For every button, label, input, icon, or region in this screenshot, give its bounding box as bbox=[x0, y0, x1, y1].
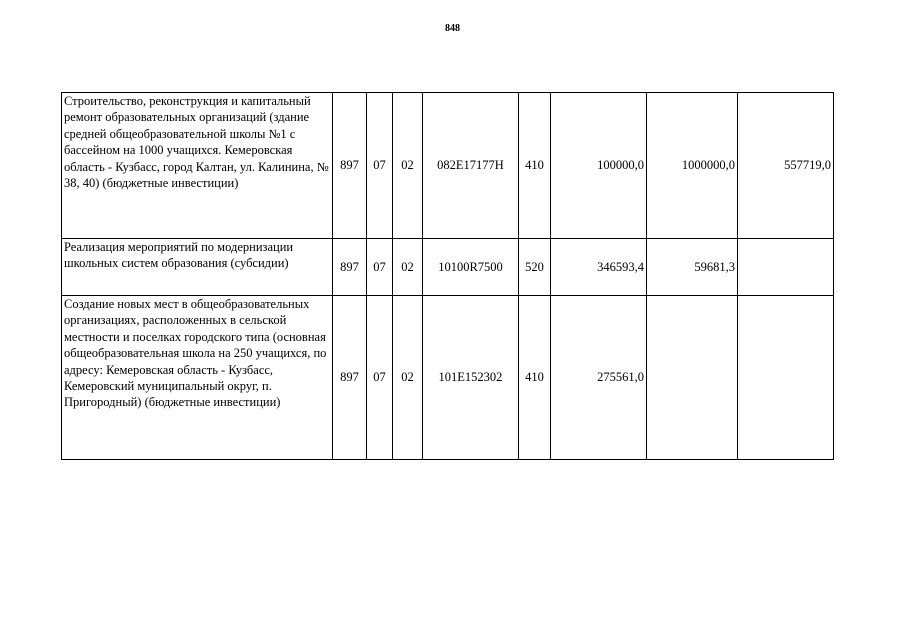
subsection-code-cell: 02 bbox=[393, 239, 423, 296]
amount-year-1-cell: 346593,4 bbox=[551, 239, 647, 296]
section-code-cell: 07 bbox=[367, 239, 393, 296]
table-row bbox=[62, 239, 834, 296]
amount-year-3-cell bbox=[738, 239, 834, 296]
target-article-cell: 101E152302 bbox=[423, 296, 519, 460]
page-number: 848 bbox=[445, 23, 460, 34]
ministry-code-cell: 897 bbox=[333, 296, 367, 460]
budget-table bbox=[61, 92, 834, 460]
target-article-cell: 10100R7500 bbox=[423, 239, 519, 296]
expense-type-cell: 410 bbox=[519, 296, 551, 460]
target-article-cell: 082E17177Н bbox=[423, 93, 519, 239]
expense-name-cell: Строительство, реконструкция и капитальный ремонт образовательных организаций (здание средней общеобразовательной школы №1 с бассейном на 1000 учащихся. Кемеровская область - Кузбасс, город Калтан, ул. Калинина, № 38, 40) (бюджетные инвестиции) bbox=[62, 93, 333, 239]
amount-year-1-cell: 100000,0 bbox=[551, 93, 647, 239]
expense-type-cell: 520 bbox=[519, 239, 551, 296]
amount-year-2-cell: 1000000,0 bbox=[647, 93, 738, 239]
expense-name-cell: Создание новых мест в общеобразовательных организациях, расположенных в сельской местности и поселках городского типа (основная общеобразовательная школа на 250 учащихся, по адресу: Кемеровская область - Кузбасс, Кемеровский муниципальный округ, п. Пригородный) (бюджетные инвестиции) bbox=[62, 296, 333, 460]
amount-year-2-cell bbox=[647, 296, 738, 460]
table-row bbox=[62, 93, 834, 239]
amount-year-3-cell bbox=[738, 296, 834, 460]
ministry-code-cell: 897 bbox=[333, 239, 367, 296]
subsection-code-cell: 02 bbox=[393, 93, 423, 239]
expense-name-cell: Реализация мероприятий по модернизации школьных систем образования (субсидии) bbox=[62, 239, 333, 296]
expense-type-cell: 410 bbox=[519, 93, 551, 239]
amount-year-1-cell: 275561,0 bbox=[551, 296, 647, 460]
subsection-code-cell: 02 bbox=[393, 296, 423, 460]
section-code-cell: 07 bbox=[367, 296, 393, 460]
amount-year-3-cell: 557719,0 bbox=[738, 93, 834, 239]
ministry-code-cell: 897 bbox=[333, 93, 367, 239]
amount-year-2-cell: 59681,3 bbox=[647, 239, 738, 296]
table-row bbox=[62, 296, 834, 460]
section-code-cell: 07 bbox=[367, 93, 393, 239]
